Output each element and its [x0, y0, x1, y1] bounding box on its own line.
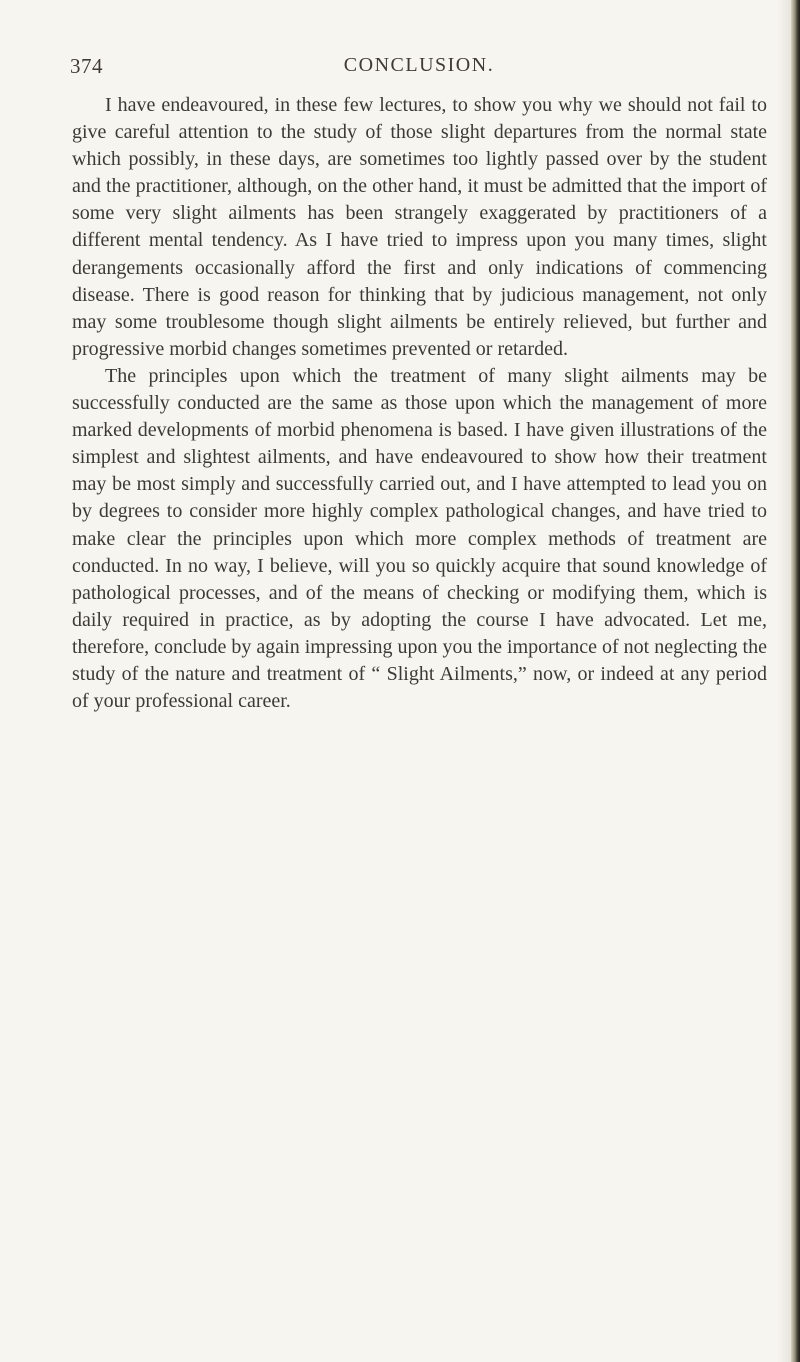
book-spine-edge: [791, 0, 800, 1362]
section-title: CONCLUSION.: [343, 54, 495, 76]
paragraph-1: I have endeavoured, in these few lectures, to show you why we should not fail to give careful attention to the study of those slight departures from the normal state which possibly, in these days, are sometimes too lightly passed over by the student and the practitioner, although, on the other hand, it must be admitted that the import of some very slight ailments has been strangely exaggerated by practitioners of a different mental tendency. As I have tried to impress upon you many times, slight derangements occasionally afford the first and only indications of commencing disease. There is good reason for thinking that by judicious management, not only may some troublesome though slight ailments be entirely relieved, but further and progressive morbid changes sometimes prevented or retarded.: [72, 94, 767, 360]
paragraph-2: The principles upon which the treatment of many slight ailments may be successfully conducted are the same as those upon which the management of more marked developments of morbid phenomena is based. I have given illustrations of the simplest and slightest ailments, and have endeavoured to show how their treatment may be most simply and successfully carried out, and I have attempted to lead you on by degrees to consider more highly complex pathological changes, and have tried to make clear the principles upon which more complex methods of treatment are conducted. In no way, I believe, will you so quickly acquire that sound knowledge of pathological processes, and of the means of checking or modifying them, which is daily required in practice, as by adopting the course I have advocated. Let me, therefore, conclude by again impressing upon you the importance of not neglecting the study of the nature and treatment of “ Slight Ailments,” now, or indeed at any period of your professional career.: [72, 364, 767, 713]
page-gutter-shadow: [777, 0, 791, 1362]
body-text: [72, 92, 767, 715]
page-number: 374: [70, 54, 103, 78]
running-head: [70, 54, 760, 84]
